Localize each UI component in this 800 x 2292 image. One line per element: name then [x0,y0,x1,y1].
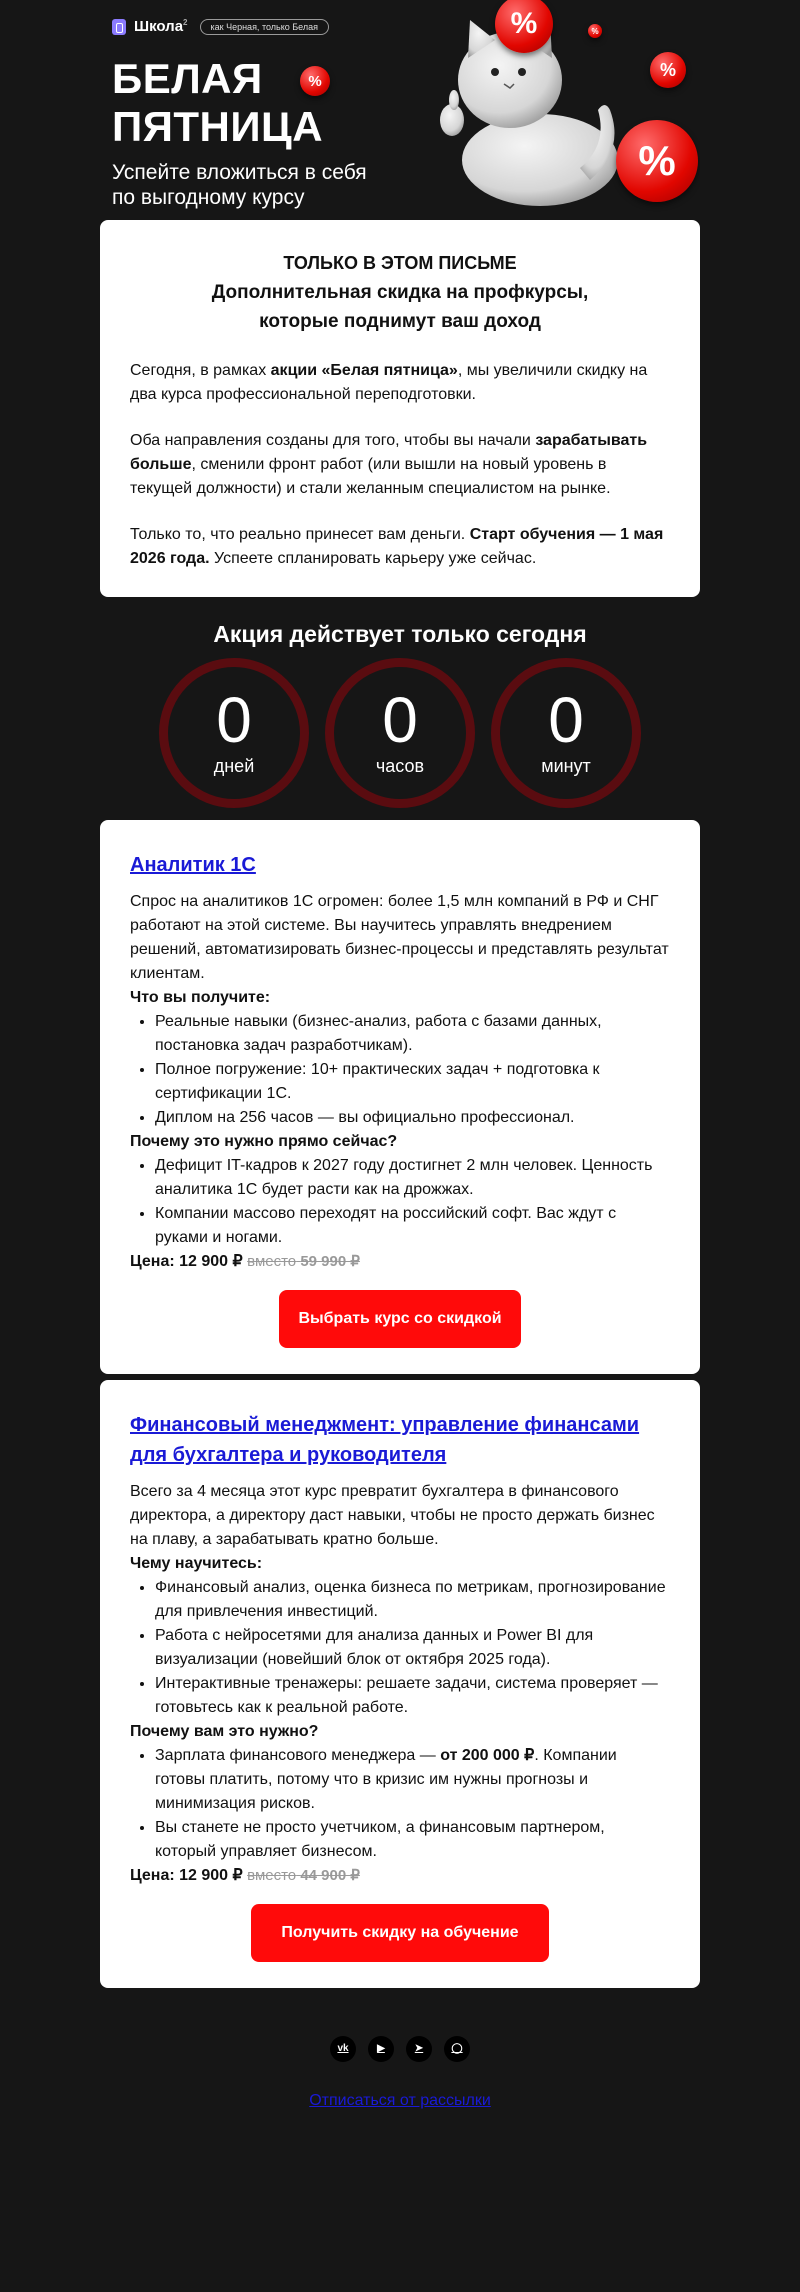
timer-unit: минут [541,756,591,777]
course-card-finance [100,1380,700,1988]
timer-unit: часов [375,756,425,777]
social-links [100,2036,700,2062]
course-description: Спрос на аналитиков 1С огромен: более 1,5 млн компаний в РФ и СНГ работают на этой системе. Вы научитесь управлять внедрением решений, автоматизировать бизнес-процессы и представлять результат клиентам. [130,892,669,982]
reasons-heading: Почему это нужно прямо сейчас? [130,1132,398,1150]
percent-badge-icon: % [495,0,553,53]
hero-title: БЕЛАЯ ПЯТНИЦА [112,55,324,151]
percent-badge-icon: % [588,24,602,38]
list-item: • Компании массово переходят на российский софт. Вас ждут с руками и ногами. [155,1202,670,1250]
list-item: • Вы станете не просто учетчиком, а финансовым партнером, который управляет бизнесом. [155,1816,670,1864]
reasons-list [130,1154,670,1250]
percent-badge-icon: % [650,52,686,88]
list-item: • Дефицит IT-кадров к 2027 году достигнет 2 млн человек. Ценность аналитика 1С будет расти как на дрожжах. [155,1154,670,1202]
price: Цена: 12 900 ₽ вместо 59 990 ₽ [130,1252,360,1270]
skills-list [130,1576,670,1720]
timer-value: 0 [216,684,252,757]
list-item: • Диплом на 256 часов — вы официально профессионал. [155,1106,670,1130]
course-description: Всего за 4 месяца этот курс превратит бухгалтера в финансового директора, а директору даст навыки, чтобы не просто держать бизнес на плаву, а зарабатывать кратно больше. [130,1482,655,1548]
price: Цена: 12 900 ₽ вместо 44 900 ₽ [130,1866,360,1884]
reasons-list [130,1744,670,1864]
course-card-analyst-1c [100,820,700,1374]
course-title-link[interactable]: Финансовый менеджмент: управление финансами для бухгалтера и руководителя [130,1413,640,1466]
timer-hours [325,658,475,808]
choose-course-button[interactable]: Выбрать курс со скидкой [279,1290,521,1348]
intro-paragraph: Оба направления созданы для того, чтобы вы начали зарабатывать больше, сменили фронт работ (или вышли на новый уровень в текущей должности) и стали желанным специалистом на рынке. [130,431,648,497]
list-item: • Интерактивные тренажеры: решаете задачи, система проверяет — готовьтесь как к реальной работе. [155,1672,670,1720]
youtube-icon[interactable]: ▶ [368,2036,394,2062]
max-messenger-icon[interactable]: ◯ [444,2036,470,2062]
telegram-icon[interactable]: ➤ [406,2036,432,2062]
course-title-link[interactable]: Аналитик 1С [130,853,256,876]
list-item: • Полное погружение: 10+ практических задач + подготовка к сертификации 1С. [155,1058,670,1106]
hero-subtitle: Успейте вложиться в себя по выгодному курсу [112,161,367,210]
logo[interactable] [112,18,329,35]
get-discount-button[interactable]: Получить скидку на обучение [251,1904,549,1962]
vk-icon[interactable]: vk [330,2036,356,2062]
benefits-heading: Что вы получите: [130,988,271,1006]
old-price: вместо 44 900 ₽ [247,1866,360,1884]
timer-unit: дней [213,756,255,777]
old-price: вместо 59 990 ₽ [247,1252,360,1270]
intro-heading: ТОЛЬКО В ЭТОМ ПИСЬМЕ Дополнительная скидка на профкурсы, которые поднимут ваш доход [211,253,589,333]
reasons-heading: Почему вам это нужно? [130,1722,319,1740]
benefits-list [130,1010,670,1130]
footer [100,1994,700,2110]
logo-text: Школа$^2$ [134,18,188,35]
list-item: • Реальные навыки (бизнес-анализ, работа с базами данных, постановка задач разработчикам). [155,1010,670,1058]
skills-heading: Чему научитесь: [130,1554,263,1572]
intro-card [100,220,700,597]
logo-icon [112,19,126,35]
intro-paragraph: Сегодня, в рамках акции «Белая пятница», мы увеличили скидку на два курса профессиональной переподготовки. [130,361,648,403]
hero-banner [100,0,700,220]
list-item: • Финансовый анализ, оценка бизнеса по метрикам, прогнозирование для привлечения инвестиций. [155,1576,670,1624]
list-item: • Зарплата финансового менеджера — от 200 000 ₽. Компании готовы платить, потому что в кризис им нужны прогнозы и минимизация рисков. [155,1744,670,1816]
unsubscribe-link[interactable]: Отписаться от рассылки [309,2091,491,2109]
intro-paragraph: Только то, что реально принесет вам деньги. Старт обучения — 1 мая 2026 года. Успеете спланировать карьеру уже сейчас. [130,525,664,567]
timer-heading: Акция действует только сегодня [213,620,587,647]
percent-badge-icon: % [616,120,698,202]
percent-badge-icon: % [300,66,330,96]
countdown-timer [100,603,700,820]
timer-value: 0 [548,684,584,757]
tagline-pill: как Черная, только Белая [200,19,330,35]
timer-value: 0 [382,684,418,757]
timer-days [159,658,309,808]
timer-minutes [491,658,641,808]
list-item: • Работа с нейросетями для анализа данных и Power BI для визуализации (новейший блок от октября 2025 года). [155,1624,670,1672]
